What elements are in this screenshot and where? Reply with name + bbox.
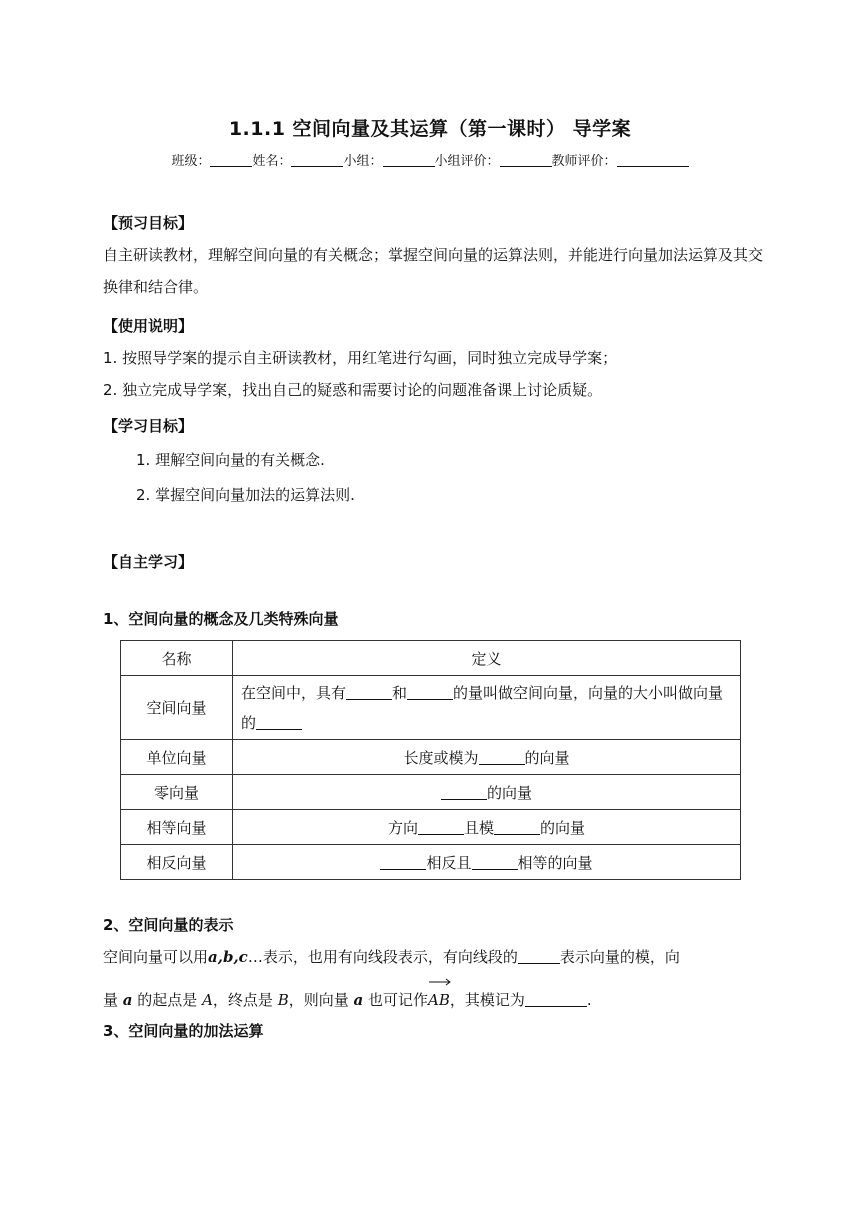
row-definition	[233, 740, 741, 775]
goal-item-1: 1. 理解空间向量的有关概念.	[136, 451, 325, 469]
table-row	[121, 676, 741, 740]
s2-text: 量	[103, 991, 123, 1009]
def-text: 且模	[463, 818, 494, 837]
row-definition	[233, 676, 741, 740]
fill-blank	[518, 948, 560, 964]
teacher-eval-label: 教师评价：	[551, 154, 617, 169]
teacher-eval-blank	[617, 152, 689, 167]
section2-line-2	[103, 984, 763, 1016]
s2-text: 空间向量可以用	[103, 948, 209, 966]
s2-text: 的起点是	[132, 991, 203, 1009]
row-name: 空间向量	[121, 676, 233, 740]
def-text: 的向量	[486, 783, 532, 802]
group-blank	[383, 152, 435, 167]
preview-heading: 【预习目标】	[103, 214, 194, 232]
self-study-heading: 【自主学习】	[103, 553, 194, 571]
s2-text: …表示，也用有向线段表示，有向线段的	[247, 948, 518, 966]
def-text: 的向量	[540, 818, 586, 837]
vector-ab	[428, 984, 450, 1016]
vector-ab-label: AB	[428, 991, 450, 1009]
row-name: 单位向量	[121, 740, 233, 775]
def-text: 的向量	[524, 748, 570, 767]
s2-text: 表示向量的模，向	[559, 948, 680, 966]
def-text: 相等的向量	[517, 853, 593, 872]
usage-item-2: 2. 独立完成导学案，找出自己的疑惑和需要讨论的问题准备课上讨论质疑。	[103, 381, 603, 399]
fill-blank	[479, 749, 525, 765]
point-b: B	[277, 991, 289, 1009]
fill-blank	[256, 714, 302, 730]
fill-blank	[418, 819, 464, 835]
s2-text: ，终点是	[212, 991, 278, 1009]
vector-letters: a,b,c	[208, 948, 248, 966]
vector-arrow-icon	[428, 978, 452, 986]
group-label: 小组：	[343, 154, 383, 169]
row-definition	[233, 845, 741, 880]
table-row	[121, 740, 741, 775]
group-eval-blank	[500, 152, 552, 167]
goals-heading: 【学习目标】	[103, 417, 194, 435]
fill-blank	[380, 854, 426, 870]
row-name: 相反向量	[121, 845, 233, 880]
def-text: 相反且	[426, 853, 472, 872]
table-row	[121, 845, 741, 880]
section2-line-1	[103, 941, 763, 973]
name-label: 姓名：	[252, 154, 292, 169]
preview-text: 自主研读教材，理解空间向量的有关概念；掌握空间向量的运算法则，并能进行向量加法运算及其交换律和结合律。	[103, 246, 764, 296]
fill-blank	[525, 991, 587, 1007]
col-def-header: 定义	[233, 641, 741, 676]
vector-definitions-table	[120, 640, 741, 880]
fill-blank	[472, 854, 518, 870]
goal-item-2: 2. 掌握空间向量加法的运算法则.	[136, 486, 355, 504]
row-definition	[233, 775, 741, 810]
section1-heading: 1、空间向量的概念及几类特殊向量	[103, 610, 339, 628]
point-a: A	[202, 991, 213, 1009]
section2-heading: 2、空间向量的表示	[103, 916, 234, 934]
def-text: 方向	[387, 818, 418, 837]
def-text: 在空间中，具有	[241, 683, 347, 702]
fill-blank	[407, 684, 453, 700]
s2-text: 也可记作	[363, 991, 429, 1009]
usage-item-1: 1. 按照导学案的提示自主研读教材，用红笔进行勾画，同时独立完成导学案；	[103, 349, 618, 367]
table-row	[121, 810, 741, 845]
row-definition	[233, 810, 741, 845]
s2-text: ，其模记为	[449, 991, 525, 1009]
fill-blank	[494, 819, 540, 835]
row-name: 零向量	[121, 775, 233, 810]
class-label: 班级：	[171, 154, 211, 169]
fill-blank	[346, 684, 392, 700]
class-blank	[210, 152, 252, 167]
table-header-row	[121, 641, 741, 676]
usage-heading: 【使用说明】	[103, 317, 194, 335]
table-row	[121, 775, 741, 810]
vector-a: a	[122, 991, 133, 1009]
vector-a: a	[353, 991, 364, 1009]
def-text: 长度或模为	[403, 748, 479, 767]
page-title: 1.1.1 空间向量及其运算（第一课时） 导学案	[228, 118, 632, 140]
group-eval-label: 小组评价：	[434, 154, 500, 169]
col-name-header: 名称	[121, 641, 233, 676]
def-text: 的量叫做空间向量，向量的大小叫做向量的	[241, 683, 724, 732]
section3-heading: 3、空间向量的加法运算	[103, 1022, 264, 1040]
student-info-line	[0, 150, 860, 169]
row-name: 相等向量	[121, 810, 233, 845]
fill-blank	[441, 784, 487, 800]
name-blank	[291, 152, 343, 167]
s2-text: .	[586, 991, 592, 1009]
def-text: 和	[392, 683, 408, 702]
s2-text: ，则向量	[288, 991, 354, 1009]
